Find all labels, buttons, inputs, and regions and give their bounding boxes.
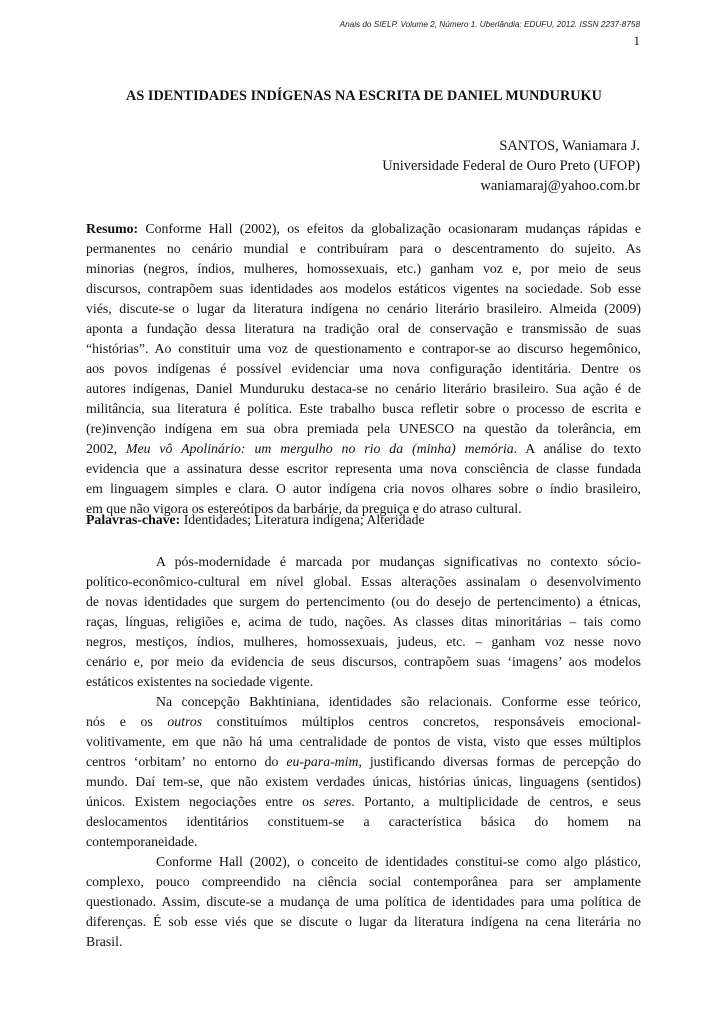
abstract-line: evidencia que a assinatura desse escritor representa uma nova consciência de classe fundada	[86, 461, 641, 476]
body-line: nós e os outros constituímos múltiplos centros concretos, responsáveis emocional-	[86, 714, 641, 729]
body-line: político-econômico-cultural em nível global. Essas alterações assinalam o desenvolvimento	[86, 574, 641, 589]
keywords	[86, 510, 641, 530]
book-title: Meu vô Apolinário: um mergulho no rio da (minha) memória	[125, 441, 514, 456]
abstract-line: aos povos indígenas é possível evidenciar uma nova configuração identitária. Dentre os	[86, 361, 641, 376]
body-line: A pós-modernidade é marcada por mudanças significativas no contexto sócio-	[156, 554, 641, 569]
body-line: de novas identidades que surgem do pertencimento (ou do desejo de pertencimento) a étnicas,	[86, 594, 641, 609]
abstract-line: minorias (negros, índios, mulheres, homossexuais, etc.) ganham voz e, por meio de seus	[86, 261, 641, 276]
abstract-line: viés, discute-se o lugar da literatura indígena no cenário literário brasileiro. Almeida (2009)	[86, 301, 641, 316]
body-line: complexo, pouco compreendido na ciência social contemporânea para ser amplamente	[86, 874, 641, 889]
abstract-line: em linguagem simples e clara. O autor indígena cria novos olhares sobre o índio brasileiro,	[86, 481, 641, 496]
body-line: estáticos existentes na sociedade vigente.	[86, 674, 314, 689]
author-name: SANTOS, Waniamara J.	[499, 138, 640, 154]
body-text	[86, 552, 641, 952]
body-line: únicos. Existem negociações entre os seres. Portanto, a multiplicidade de centros, e seus	[86, 794, 641, 809]
body-line: negros, mestiços, índios, mulheres, homossexuais, judeus, etc. – ganham voz nesse novo	[86, 634, 641, 649]
body-line: raças, línguas, religiões e, acima de tudo, nações. As classes ditas minoritárias – tais como	[86, 614, 641, 629]
body-line: volitivamente, em que não há uma centralidade de pontos de vista, visto que esses múltiplos	[86, 734, 641, 749]
body-line: Brasil.	[86, 934, 123, 949]
body-line: centros ‘orbitam’ no entorno do eu-para-mim, justificando diversas formas de percepção do	[86, 754, 641, 769]
page-number: 1	[633, 33, 640, 48]
abstract-line: militância, sua literatura é política. Este trabalho busca refletir sobre o processo de escrita e	[86, 401, 641, 416]
body-line: contemporaneidade.	[86, 834, 198, 849]
author-email[interactable]: waniamaraj@yahoo.com.br	[480, 178, 640, 194]
abstract-line: autores indígenas, Daniel Munduruku destaca-se no cenário literário brasileiro. Sua ação é de	[86, 381, 641, 396]
author-affiliation: Universidade Federal de Ouro Preto (UFOP)	[382, 158, 640, 174]
abstract-line: Resumo: Conforme Hall (2002), os efeitos da globalização ocasionaram mudanças rápidas e	[86, 221, 641, 236]
body-line: Conforme Hall (2002), o conceito de identidades constitui-se como algo plástico,	[156, 854, 641, 869]
abstract-line: 2002, Meu vô Apolinário: um mergulho no rio da (minha) memória. A análise do texto	[86, 441, 641, 456]
body-line: cenário e, por meio da evidencia de seus discursos, contrapõem suas ‘imagens’ aos modelos	[86, 654, 641, 669]
abstract-line: permanentes no cenário mundial e contribuíram para o descentramento do sujeito. As	[86, 241, 641, 256]
running-header: Anais do SIELP. Volume 2, Número 1. Uberlândia: EDUFU, 2012. ISSN 2237-8758	[339, 20, 640, 29]
abstract-line: discursos, contrapõem suas identidades aos modelos estáticos vigentes na sociedade. Sob esse	[86, 281, 641, 296]
author-block	[0, 136, 640, 196]
body-line: Na concepção Bakhtiniana, identidades são relacionais. Conforme esse teórico,	[156, 694, 641, 709]
abstract-line: em que não vigora os estereótipos da barbárie, da preguiça e do atraso cultural.	[86, 501, 522, 516]
abstract-line: “histórias”. Ao constituir uma voz de questionamento e contrapor-se ao discurso hegemônico,	[86, 341, 641, 356]
keywords-text: Identidades; Literatura indígena; Alteridade	[180, 512, 425, 527]
keywords-label: Palavras-chave:	[86, 512, 181, 527]
body-line: diferenças. É sob esse viés que se discute o lugar da literatura indígena na cena literária no	[86, 914, 641, 929]
abstract-line: aponta a fundação dessa literatura na tradição oral de conservação e transmissão de suas	[86, 321, 641, 336]
abstract-label: Resumo:	[86, 221, 139, 236]
abstract-line: (re)invenção indígena em sua obra premiada pela UNESCO na questão da tolerância, em	[86, 421, 641, 436]
abstract	[86, 219, 641, 519]
paper-title: AS IDENTIDADES INDÍGENAS NA ESCRITA DE DANIEL MUNDURUKU	[126, 88, 602, 104]
body-line: mundo. Daí tem-se, que não existem verdades únicas, histórias únicas, linguagens (sentidos)	[86, 774, 641, 789]
body-line: questionado. Assim, discute-se a mudança de uma política de identidades para uma política de	[86, 894, 641, 909]
body-line: deslocamentos identitários constituem-se a característica básica do homem na	[86, 814, 641, 829]
